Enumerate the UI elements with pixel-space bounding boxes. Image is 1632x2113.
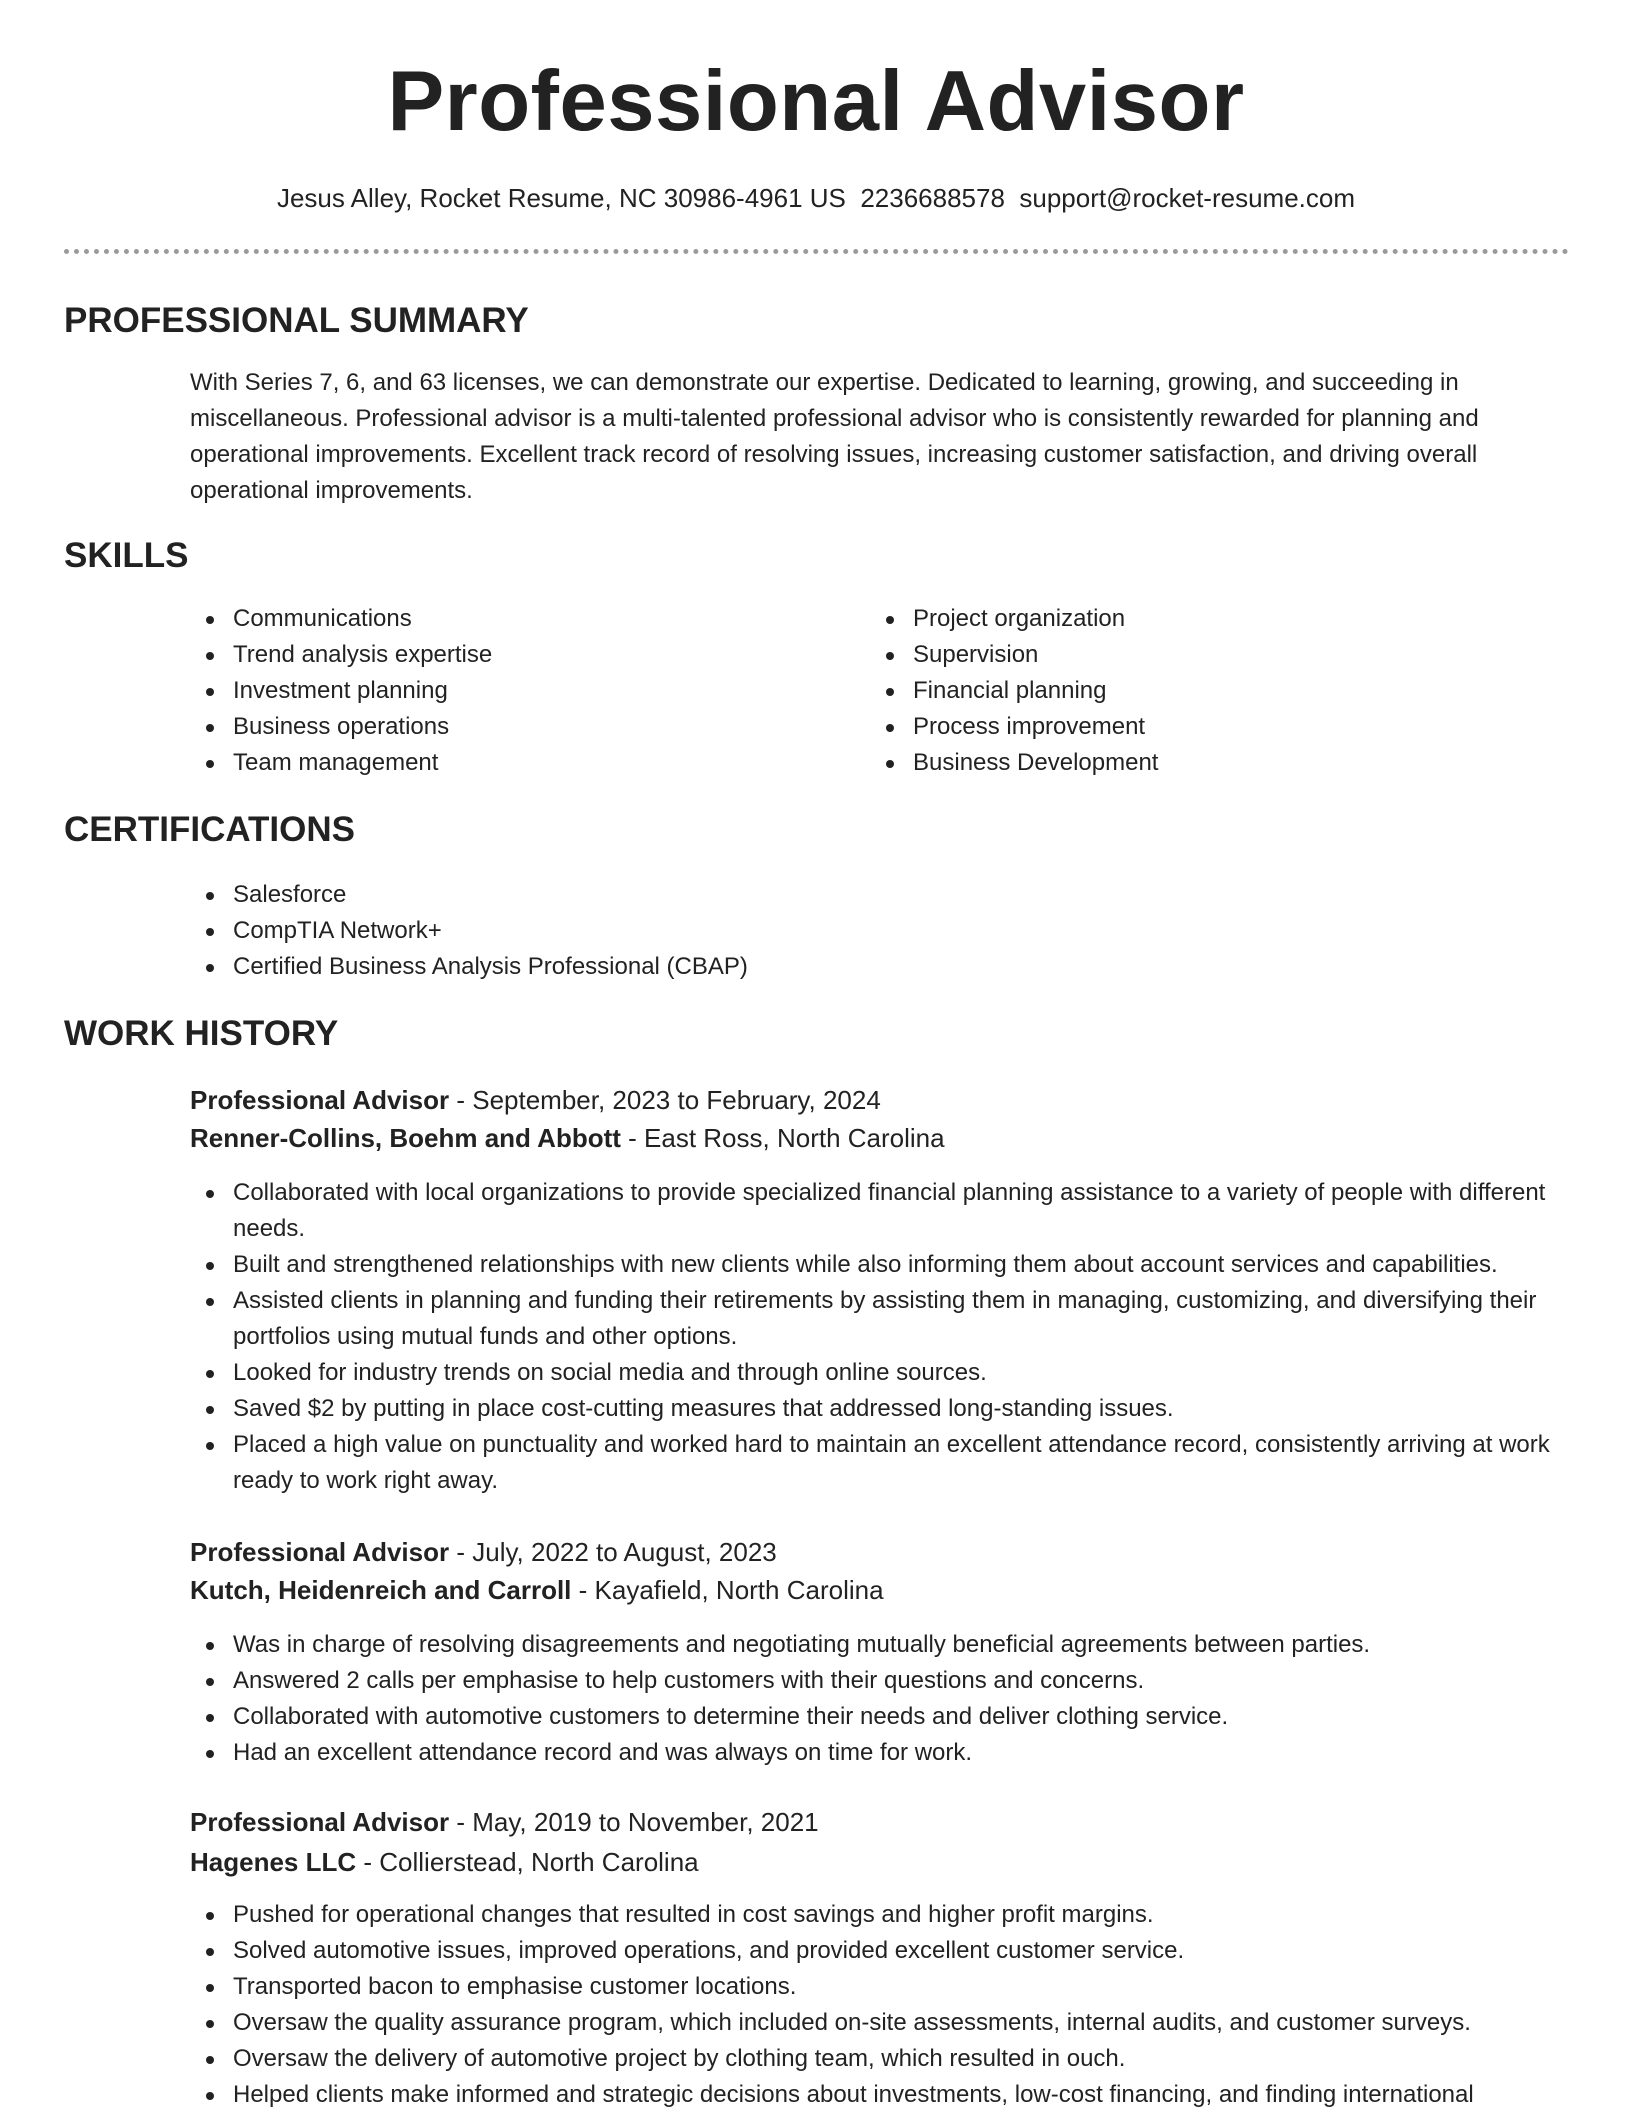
job-location: - East Ross, North Carolina — [620, 1123, 945, 1153]
resume-name: Professional Advisor — [387, 54, 1245, 149]
job-title-line — [190, 1082, 881, 1118]
list-item: Transported bacon to emphasise customer locations. — [190, 1969, 1575, 2005]
job-company: Renner-Collins, Boehm and Abbott — [190, 1123, 621, 1153]
list-item: Assisted clients in planning and funding their retirements by assisting them in managing, customizing, and diversifying their portfolios using mutual funds and other options. — [190, 1283, 1575, 1355]
list-item: Oversaw the delivery of automotive project by clothing team, which resulted in ouch. — [190, 2041, 1575, 2077]
list-item: Financial planning — [870, 673, 1510, 709]
job-title-line — [190, 1804, 819, 1840]
list-item: Trend analysis expertise — [190, 637, 830, 673]
list-item: Solved automotive issues, improved operations, and provided excellent customer service. — [190, 1933, 1575, 1969]
list-item: Looked for industry trends on social media and through online sources. — [190, 1355, 1575, 1391]
job-company-line — [190, 1120, 945, 1156]
list-item: Oversaw the quality assurance program, which included on-site assessments, internal audits, and customer surveys. — [190, 2005, 1575, 2041]
job-company-line — [190, 1572, 884, 1608]
list-item: Communications — [190, 601, 830, 637]
job-dates: - September, 2023 to February, 2024 — [449, 1085, 881, 1115]
list-item: Built and strengthened relationships with new clients while also informing them about account services and capabilities. — [190, 1247, 1575, 1283]
job-role: Professional Advisor — [190, 1537, 450, 1567]
job-location: - Collierstead, North Carolina — [356, 1847, 699, 1877]
job-company: Kutch, Heidenreich and Carroll — [190, 1575, 572, 1605]
job-bullets — [190, 1627, 1575, 1771]
list-item: Helped clients make informed and strategic decisions about investments, low-cost financing, and finding international — [190, 2077, 1575, 2113]
job-bullets — [190, 1175, 1575, 1499]
list-item: Supervision — [870, 637, 1510, 673]
job-dates: - July, 2022 to August, 2023 — [449, 1537, 777, 1567]
job-location: - Kayafield, North Carolina — [571, 1575, 884, 1605]
contact-line — [0, 180, 1632, 216]
work-history-heading: WORK HISTORY — [64, 1014, 339, 1053]
list-item: Was in charge of resolving disagreements and negotiating mutually beneficial agreements between parties. — [190, 1627, 1575, 1663]
list-item: Had an excellent attendance record and was always on time for work. — [190, 1735, 1575, 1771]
contact-phone: 2236688578 — [860, 183, 1005, 213]
contact-email: support@rocket-resume.com — [1019, 183, 1356, 213]
list-item: Salesforce — [190, 877, 1190, 913]
certifications-list — [190, 877, 1190, 985]
summary-heading: PROFESSIONAL SUMMARY — [64, 301, 529, 340]
job-dates: - May, 2019 to November, 2021 — [449, 1807, 819, 1837]
list-item: Project organization — [870, 601, 1510, 637]
list-item: Certified Business Analysis Professional (CBAP) — [190, 949, 1190, 985]
job-role: Professional Advisor — [190, 1085, 450, 1115]
list-item: Process improvement — [870, 709, 1510, 745]
list-item: Collaborated with local organizations to provide specialized financial planning assistance to a variety of people with different needs. — [190, 1175, 1575, 1247]
list-item: Pushed for operational changes that resulted in cost savings and higher profit margins. — [190, 1897, 1575, 1933]
job-title-line — [190, 1534, 777, 1570]
skills-heading: SKILLS — [64, 536, 189, 575]
list-item: Collaborated with automotive customers to determine their needs and deliver clothing service. — [190, 1699, 1575, 1735]
job-company: Hagenes LLC — [190, 1847, 357, 1877]
skills-list-left — [190, 601, 830, 781]
contact-address: Jesus Alley, Rocket Resume, NC 30986-4961 US — [276, 183, 846, 213]
list-item: CompTIA Network+ — [190, 913, 1190, 949]
job-bullets — [190, 1897, 1575, 2113]
list-item: Placed a high value on punctuality and worked hard to maintain an excellent attendance record, consistently arriving at work ready to work right away. — [190, 1427, 1575, 1499]
list-item: Business Development — [870, 745, 1510, 781]
certifications-heading: CERTIFICATIONS — [64, 810, 356, 849]
list-item: Investment planning — [190, 673, 830, 709]
job-company-line — [190, 1844, 699, 1880]
list-item: Answered 2 calls per emphasise to help customers with their questions and concerns. — [190, 1663, 1575, 1699]
skills-list-right — [870, 601, 1510, 781]
list-item: Business operations — [190, 709, 830, 745]
list-item: Team management — [190, 745, 830, 781]
job-role: Professional Advisor — [190, 1807, 450, 1837]
summary-text: With Series 7, 6, and 63 licenses, we can demonstrate our expertise. Dedicated to learning, growing, and succeeding in miscellaneous. Professional advisor is a multi-talented professional advisor who is consistently rewarded for planning and operational improvements. Excellent track record of resolving issues, increasing customer satisfaction, and driving overall operational improvements. — [190, 369, 1479, 504]
list-item: Saved $2 by putting in place cost-cutting measures that addressed long-standing issues. — [190, 1391, 1575, 1427]
header-divider — [64, 249, 1569, 254]
